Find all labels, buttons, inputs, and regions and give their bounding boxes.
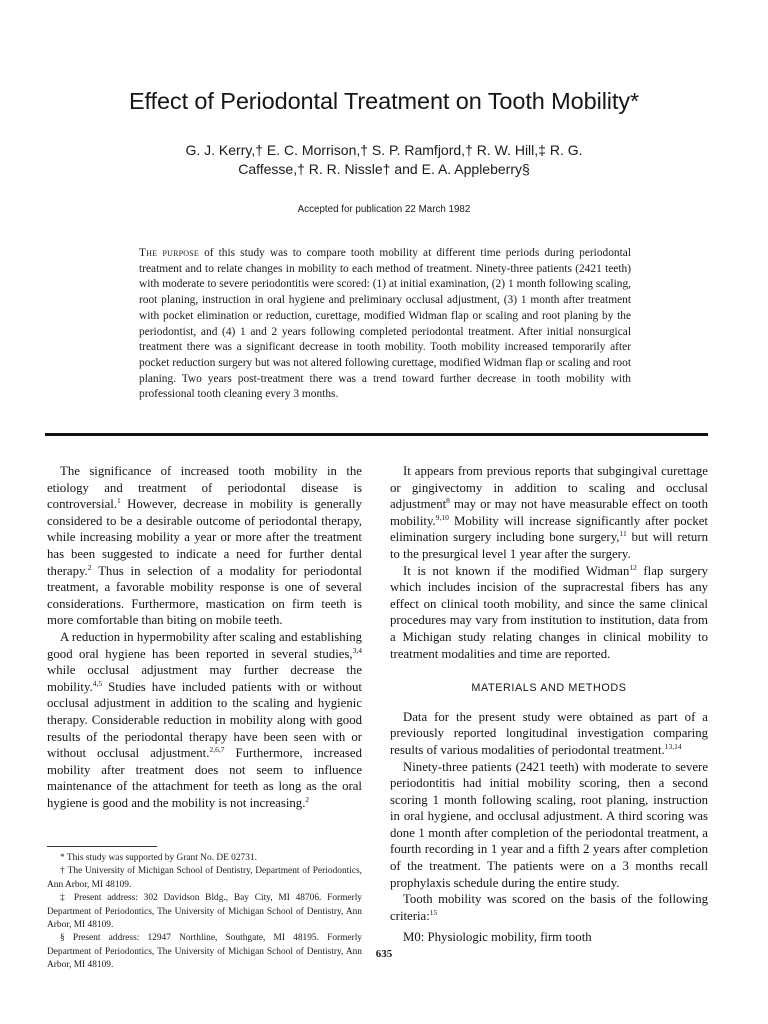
- page-number: 635: [375, 948, 393, 960]
- abstract: [139, 246, 631, 403]
- author-list: [0, 141, 768, 179]
- article-title: Effect of Periodontal Treatment on Tooth Mobility*: [128, 88, 640, 114]
- body-paragraph: Tooth mobility was scored on the basis of the following criteria:$^{15}$: [390, 892, 708, 923]
- body-paragraph: Data for the present study were obtained as part of a previously reported longitudinal investigation comparing results of various modalities of periodontal treatment.$^{13,14}$: [390, 709, 708, 757]
- body-paragraph: A reduction in hypermobility after scaling and establishing good oral hygiene has been reported in several studies,$^{3,4}$ while occlusal adjustment may further decrease the mobility.$^{4,5}$ Studies have included patients with or without occlusal adjustment in addition to the scaling and hygienic therapy. Considerable reduction in mobility along with good results of the periodontal therapy have been seen with or without occlusal adjustment.$^{2,6,7}$ Furthermore, increased mobility after treatment does not seem to influence maintenance of the attachment for teeth as long as the oral hygiene is good and the mobility is not increasing.$^2$: [47, 629, 362, 810]
- body-paragraph: It is not known if the modified Widman$^{12}$ flap surgery which includes incision of the supracrestal fibers has any effect on clinical tooth mobility, and since the same clinical procedures may vary from institution to institution, data from a Michigan study relating changes in clinical mobility to treatment modalities and time are reported.: [390, 562, 708, 661]
- body-paragraph: It appears from previous reports that subgingival curettage or gingivectomy in addition to scaling and occlusal adjustment$^8$ may or may not have measurable effect on tooth mobility.$^{9,10}$ Mobility will increase significantly after pocket elimination surgery including bone surgery,$^{11}$ but will return to the presurgical level 1 year after the surgery.: [390, 464, 708, 561]
- author-line-2: Caffesse,† R. R. Nissle† and E. A. Appleberry§: [238, 161, 530, 177]
- mobility-criterion: M0: Physiologic mobility, firm tooth: [403, 930, 592, 945]
- abstract-lead: The purpose: [139, 247, 200, 259]
- section-heading: MATERIALS AND METHODS: [471, 682, 627, 695]
- footnote: * This study was supported by Grant No. DE 02731.: [60, 853, 257, 863]
- footnote: † The University of Michigan School of Dentistry, Department of Periodontics, Ann Arbor, MI 48109.: [47, 866, 362, 890]
- abstract-text: of this study was to compare tooth mobility at different time periods during periodontal treatment and to relate changes in mobility to each method of treatment. Ninety-three patients (2421 teeth) with moderate to severe periodontitis were scored: (1) at initial examination, (2) 1 month following scaling, root planing, instruction in oral hygiene and preliminary occlusal adjustment, (3) 1 month after treatment with pocket elimination or reduction, curettage, modified Widman flap or scaling and root planing by the periodontist, and (4) 1 and 2 years following completed periodontal treatment. After initial nonsurgical treatment there was a significant decrease in tooth mobility. Tooth mobility increased temporarily after pocket reduction surgery but was not altered following curettage, modified Widman flap or scaling and root planing. Two years post-treatment there was a trend toward further decrease in tooth mobility with professional tooth cleaning every 3 months.: [139, 247, 631, 401]
- body-paragraph: The significance of increased tooth mobility in the etiology and treatment of periodontal disease is controversial.$^1$ However, decrease in mobility is generally considered to be a desirable outcome of periodontal therapy, while increasing mobility a year or more after the treatment has been suggested to indicate a need for further dental therapy.$^2$ Thus in selection of a modality for periodontal treatment, a favorable mobility response is one of several considerations. Furthermore, mastication on firm teeth is more comfortable than biting on mobile teeth.: [47, 464, 362, 628]
- author-line-1: G. J. Kerry,† E. C. Morrison,† S. P. Ramfjord,† R. W. Hill,‡ R. G.: [185, 142, 583, 158]
- body-paragraph: Ninety-three patients (2421 teeth) with moderate to severe periodontitis had initial mobility scoring, then a second scoring 1 month following scaling, root planing, instruction in oral hygiene, and occlusal adjustment. A third scoring was done 1 month after completion of the periodontal treatment, a fourth recording in 1 year and a fifth 2 years after completion of the treatment. The patients were on a 3 months recall prophylaxis schedule during the entire study.: [390, 759, 708, 890]
- body-column-left: [47, 463, 362, 811]
- header-divider: [45, 433, 708, 436]
- footnote-divider: [47, 846, 157, 847]
- footnote: § Present address: 12947 Northline, Southgate, MI 48195. Formerly Department of Periodontics, The University of Michigan School of Dentistry, Ann Arbor, MI 48109.: [47, 933, 362, 971]
- footnote: ‡ Present address: 302 Davidson Bldg., Bay City, MI 48706. Formerly Department of Periodontics, The University of Michigan School of Dentistry, Ann Arbor, MI 48109.: [47, 893, 362, 931]
- body-column-right: [390, 463, 708, 946]
- acceptance-date: Accepted for publication 22 March 1982: [297, 204, 471, 215]
